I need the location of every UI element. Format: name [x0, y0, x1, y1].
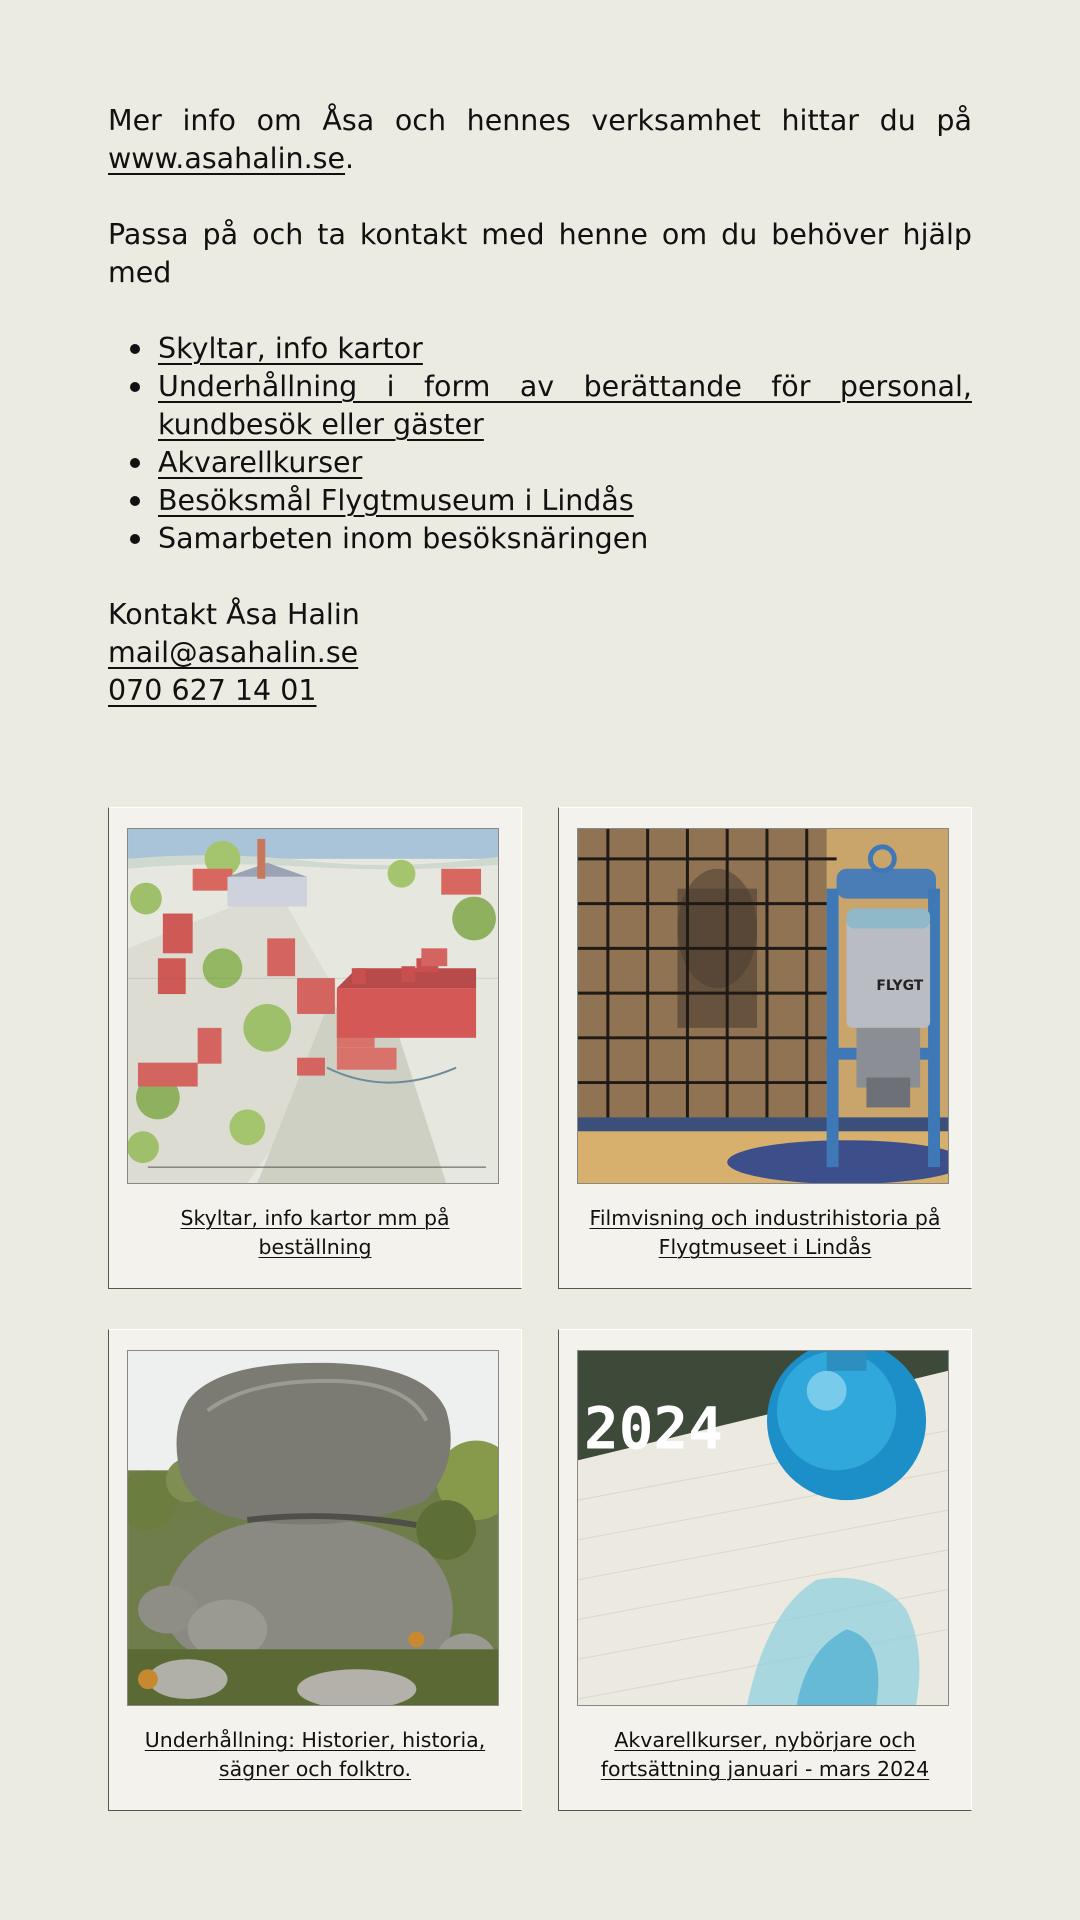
intro-period: .: [345, 142, 355, 175]
services-list: [108, 330, 972, 558]
contact-title: Kontakt Åsa Halin: [108, 598, 360, 631]
blue-bottle-image[interactable]: [577, 1350, 949, 1706]
service-link-underhallning[interactable]: Underhållning i form av berättande för personal, kundbesök eller gäster: [158, 370, 972, 441]
card-akvarellkurser[interactable]: [558, 1329, 972, 1811]
list-item: [108, 330, 972, 368]
card-caption-link[interactable]: Filmvisning och industrihistoria på Flygtmuseet i Lindås: [589, 1206, 941, 1259]
service-link-skyltar[interactable]: Skyltar, info kartor: [158, 332, 423, 365]
card-skyltar[interactable]: [108, 807, 522, 1289]
year-overlay-text: 2024: [584, 1394, 723, 1463]
card-caption-link[interactable]: Skyltar, info kartor mm på beställning: [180, 1206, 450, 1259]
email-link[interactable]: mail@asahalin.se: [108, 636, 359, 669]
list-item: [108, 368, 972, 444]
flygt-pump-image[interactable]: [577, 828, 949, 1184]
svg-text:FLYGT: FLYGT: [876, 978, 924, 995]
list-item: [108, 482, 972, 520]
website-link[interactable]: www.asahalin.se: [108, 142, 346, 175]
card-caption-link[interactable]: Underhållning: Historier, historia, sägner och folktro.: [144, 1728, 486, 1781]
intro-paragraph: [108, 102, 972, 178]
service-link-flygtmuseum[interactable]: Besöksmål Flygtmuseum i Lindås: [158, 484, 634, 517]
card-underhallning[interactable]: [108, 1329, 522, 1811]
phone-link[interactable]: 070 627 14 01: [108, 674, 317, 707]
info-section: [108, 102, 972, 710]
list-item: [108, 444, 972, 482]
list-item: [108, 520, 972, 558]
service-link-akvarellkurser[interactable]: Akvarellkurser: [158, 446, 363, 479]
card-flygtmuseet[interactable]: [558, 807, 972, 1289]
intro-text: Mer info om Åsa och hennes verksamhet hittar du på: [108, 104, 972, 137]
village-map-image[interactable]: [127, 828, 499, 1184]
service-text-samarbeten: Samarbeten inom besöksnäringen: [158, 522, 649, 555]
card-caption-link[interactable]: Akvarellkurser, nybörjare och fortsättning januari - mars 2024: [600, 1728, 930, 1781]
boulder-image[interactable]: [127, 1350, 499, 1706]
help-paragraph: Passa på och ta kontakt med henne om du behöver hjälp med: [108, 218, 972, 289]
